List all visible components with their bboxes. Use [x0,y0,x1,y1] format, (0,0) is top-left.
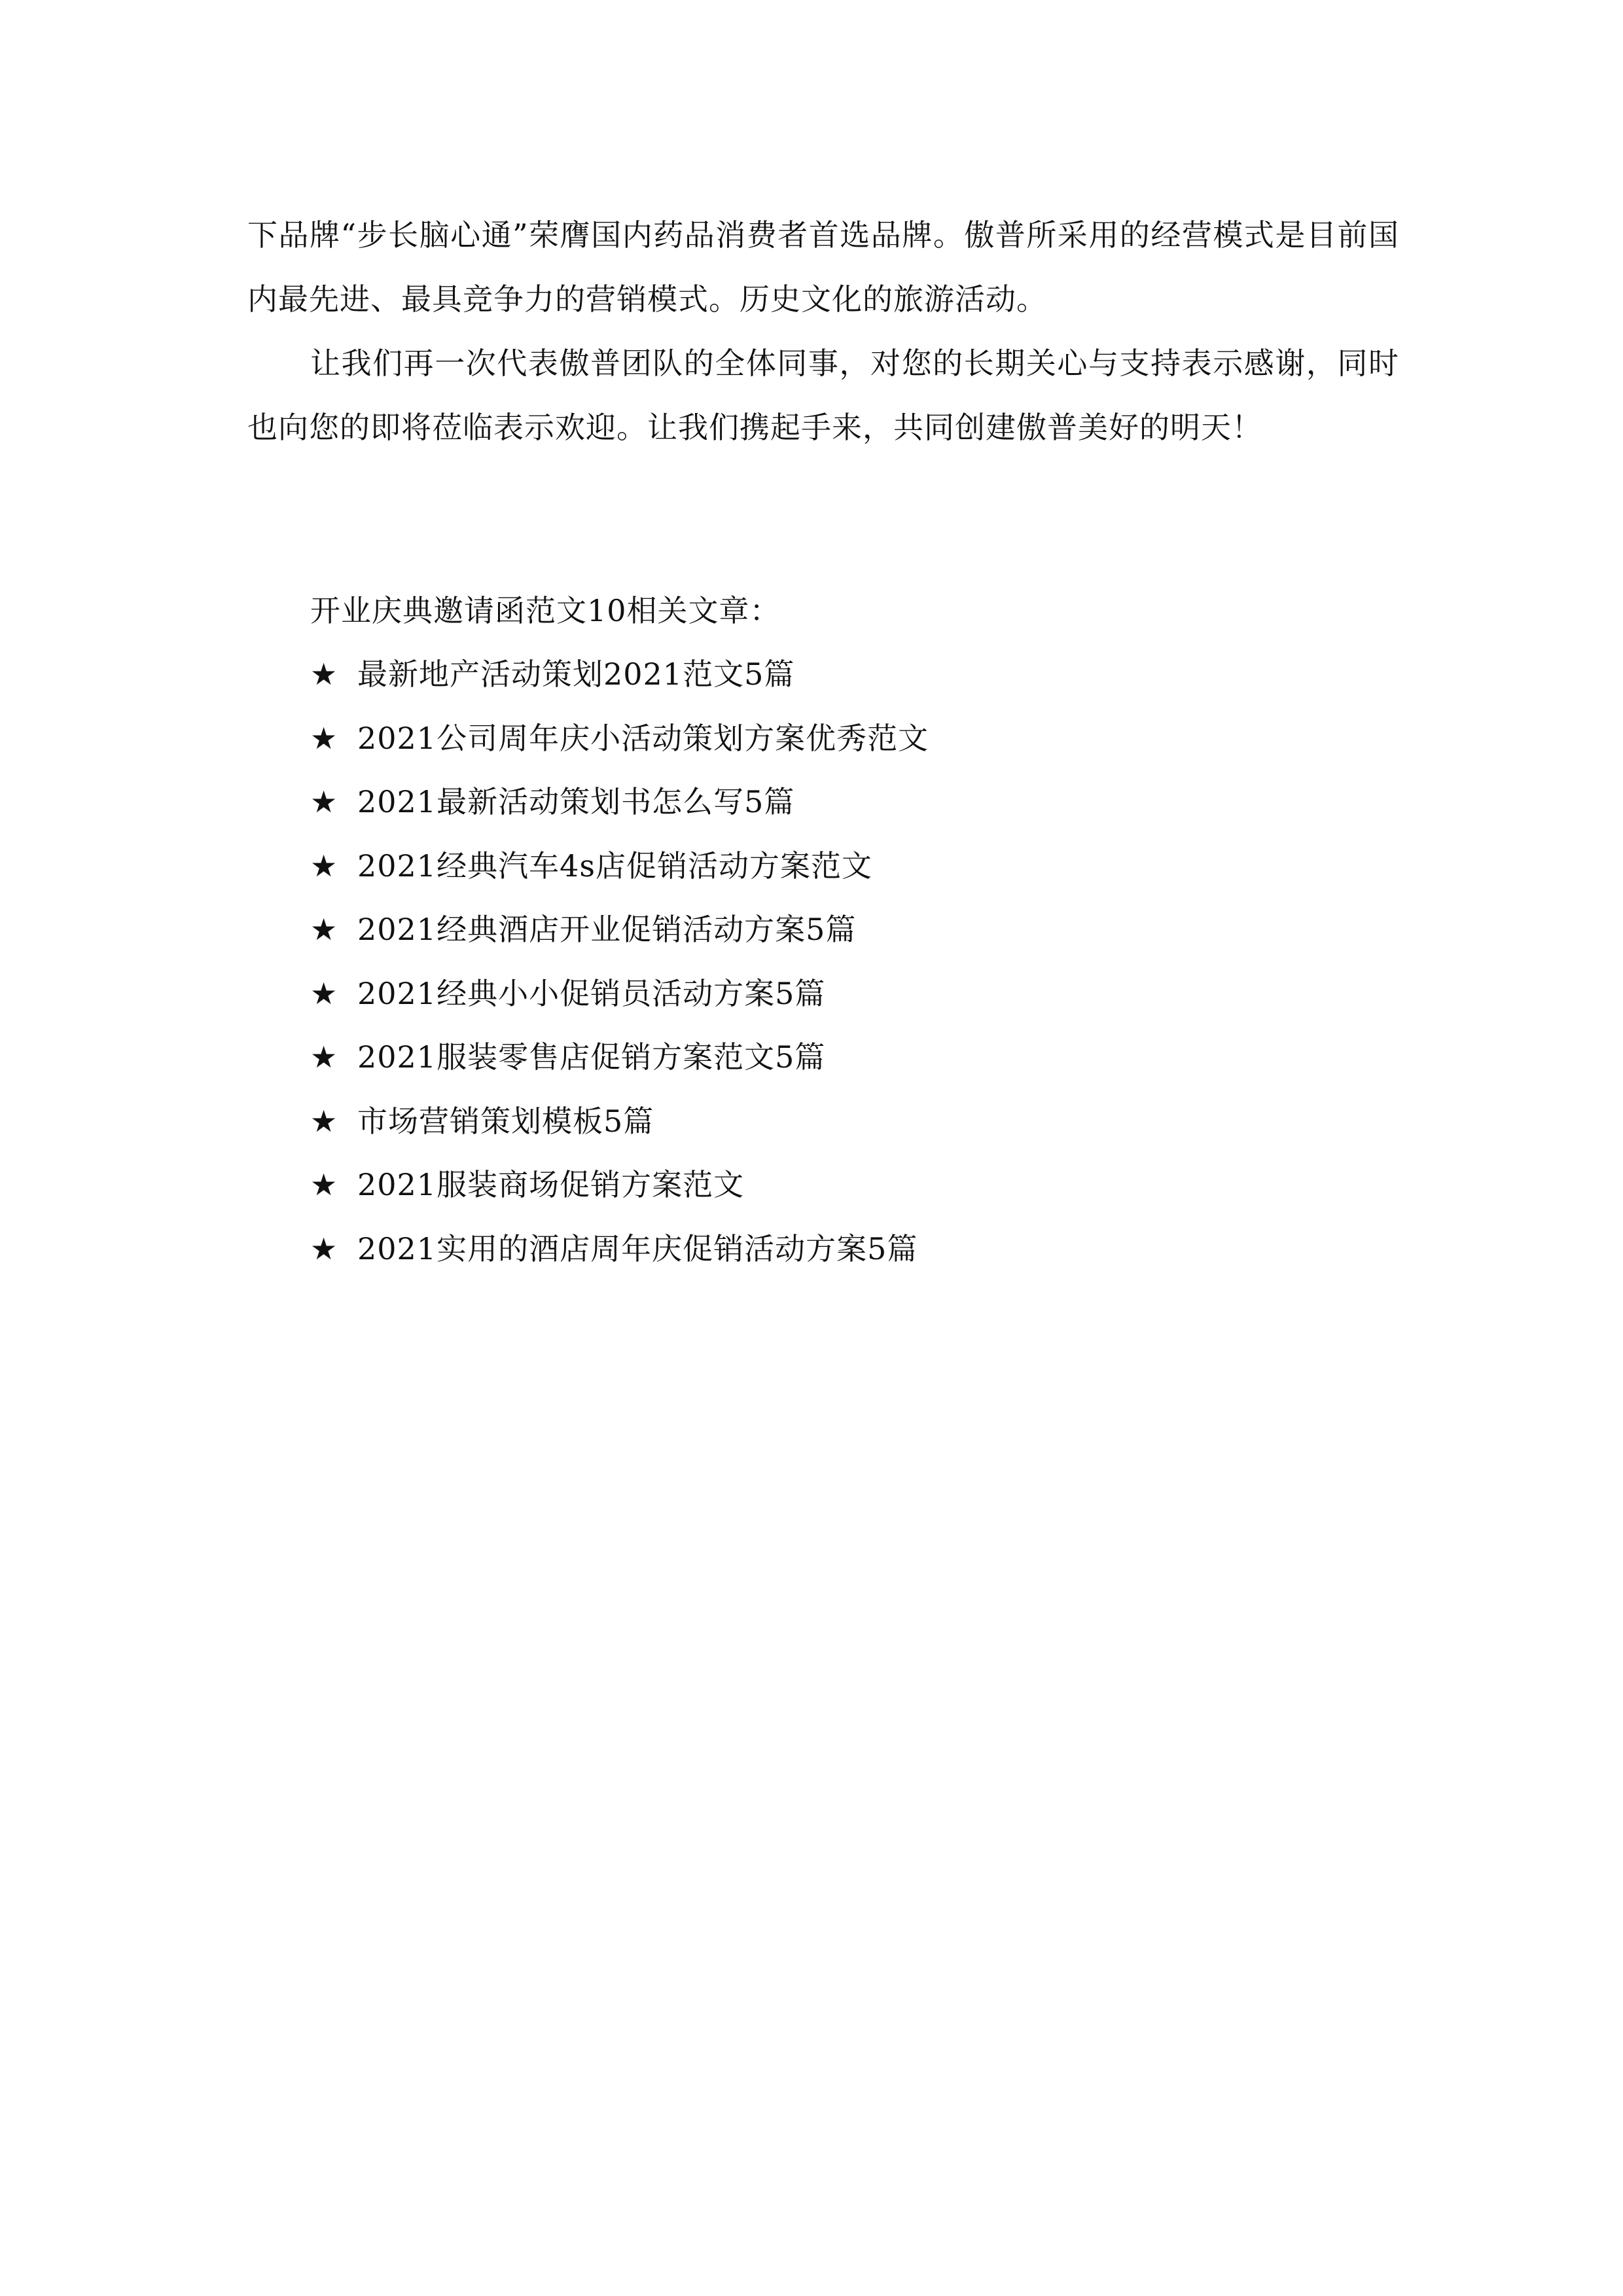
related-article-link[interactable]: 2021经典酒店开业促销活动方案5篇 [357,912,857,947]
list-item[interactable] [310,643,1423,707]
related-articles-list [310,643,1423,1281]
list-item[interactable] [310,1090,1423,1154]
star-icon: ★ [310,848,338,884]
star-icon: ★ [310,912,338,947]
star-icon: ★ [310,720,338,756]
related-article-link[interactable]: 2021经典小小促销员活动方案5篇 [357,975,826,1011]
star-icon: ★ [310,975,338,1011]
related-article-link[interactable]: 市场营销策划模板5篇 [357,1103,654,1139]
related-article-link[interactable]: 2021服装零售店促销方案范文5篇 [357,1039,826,1075]
list-item[interactable] [310,834,1423,899]
paragraph-thanks: 让我们再一次代表傲普团队的全体同事，对您的长期关心与支持表示感谢，同时也向您的即将莅临表示欢迎。让我们携起手来，共同创建傲普美好的明天！ [247,346,1399,445]
related-article-link[interactable]: 2021经典汽车4s店促销活动方案范文 [357,848,872,884]
related-article-link[interactable]: 2021最新活动策划书怎么写5篇 [357,784,795,819]
star-icon: ★ [310,1167,338,1202]
list-item[interactable] [310,707,1423,771]
star-icon: ★ [310,656,338,692]
letter-body [247,203,1399,459]
list-item[interactable] [310,962,1423,1026]
related-articles [310,579,1423,1281]
related-article-link[interactable]: 2021公司周年庆小活动策划方案优秀范文 [357,720,929,756]
list-item[interactable] [310,1153,1423,1217]
star-icon: ★ [310,1103,338,1139]
star-icon: ★ [310,1039,338,1075]
star-icon: ★ [310,784,338,819]
list-item[interactable] [310,770,1423,834]
list-item[interactable] [310,1217,1423,1282]
related-article-link[interactable]: 2021服装商场促销方案范文 [357,1167,745,1202]
related-articles-title: 开业庆典邀请函范文10相关文章： [310,593,781,628]
related-article-link[interactable]: 最新地产活动策划2021范文5篇 [357,656,795,692]
paragraph-brand: 下品牌“步长脑心通”荣膺国内药品消费者首选品牌。傲普所采用的经营模式是目前国内最先进、最具竞争力的营销模式。历史文化的旅游活动。 [247,217,1399,317]
list-item[interactable] [310,1026,1423,1090]
related-article-link[interactable]: 2021实用的酒店周年庆促销活动方案5篇 [357,1230,918,1266]
star-icon: ★ [310,1230,338,1266]
list-item[interactable] [310,898,1423,962]
